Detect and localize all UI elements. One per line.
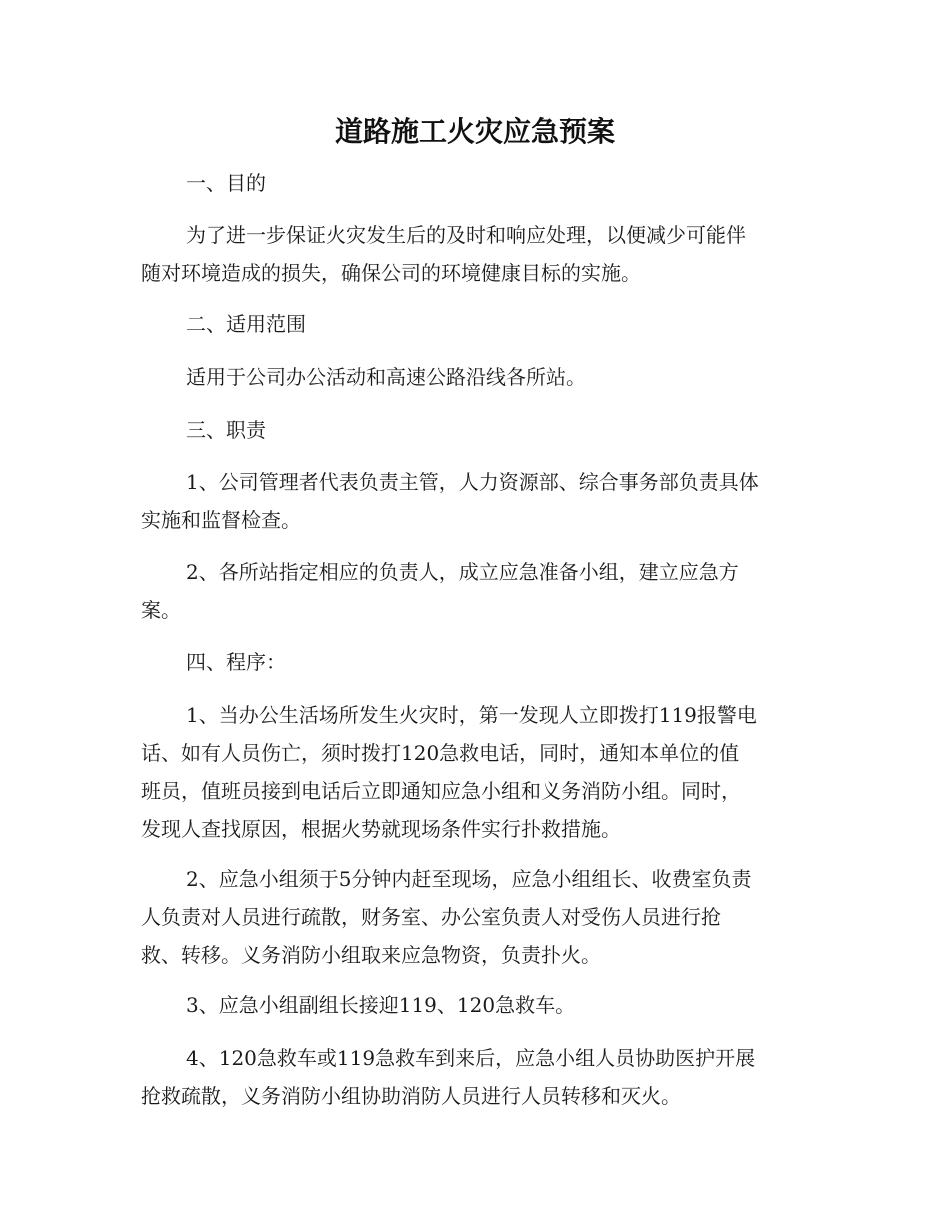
text-line: 发现人查找原因，根据火势就现场条件实行扑救措施。 xyxy=(141,817,621,841)
text-line: 2、应急小组须于5分钟内赶至现场，应急小组组长、收费室负责 xyxy=(186,867,752,891)
text-line: 实施和监督检查。 xyxy=(141,508,301,532)
paragraph-procedure-2 xyxy=(141,860,811,974)
text-line: 人负责对人员进行疏散，财务室、办公室负责人对受伤人员进行抢 xyxy=(141,905,721,929)
paragraph-scope xyxy=(141,358,811,396)
text-line: 抢救疏散，义务消防小组协助消防人员进行人员转移和灭火。 xyxy=(141,1084,681,1108)
text-line: 3、应急小组副组长接迎119、120急救车。 xyxy=(186,993,576,1017)
paragraph-procedure-4 xyxy=(141,1039,811,1115)
text-line: 1、公司管理者代表负责主管，人力资源部、综合事务部负责具体 xyxy=(186,470,759,494)
text-line: 案。 xyxy=(141,598,181,622)
paragraph-procedure-1 xyxy=(141,696,811,848)
text-line: 班员，值班员接到电话后立即通知应急小组和义务消防小组。同时， xyxy=(141,779,741,803)
section-heading-responsibilities: 三、职责 xyxy=(186,418,266,442)
paragraph-responsibility-1 xyxy=(141,463,811,539)
paragraph-procedure-3 xyxy=(141,986,811,1024)
paragraph-responsibility-2 xyxy=(141,553,811,629)
text-line: 话、如有人员伤亡，须时拨打120急救电话，同时，通知本单位的值 xyxy=(141,741,740,765)
text-line: 适用于公司办公活动和高速公路沿线各所站。 xyxy=(186,365,586,389)
paragraph-purpose xyxy=(141,216,811,292)
text-line: 救、转移。义务消防小组取来应急物资，负责扑火。 xyxy=(141,943,601,967)
text-line: 为了进一步保证火灾发生后的及时和响应处理，以便减少可能伴 xyxy=(186,223,746,247)
text-line: 4、120急救车或119急救车到来后，应急小组人员协助医护开展 xyxy=(186,1046,756,1070)
document-title: 道路施工火灾应急预案 xyxy=(334,115,615,148)
text-line: 2、各所站指定相应的负责人，成立应急准备小组，建立应急方 xyxy=(186,560,739,584)
text-line: 随对环境造成的损失，确保公司的环境健康目标的实施。 xyxy=(141,261,641,285)
section-heading-scope: 二、适用范围 xyxy=(186,312,306,336)
section-heading-procedure: 四、程序： xyxy=(186,650,286,674)
section-heading-purpose: 一、目的 xyxy=(186,171,266,195)
text-line: 1、当办公生活场所发生火灾时，第一发现人立即拨打119报警电 xyxy=(186,703,757,727)
